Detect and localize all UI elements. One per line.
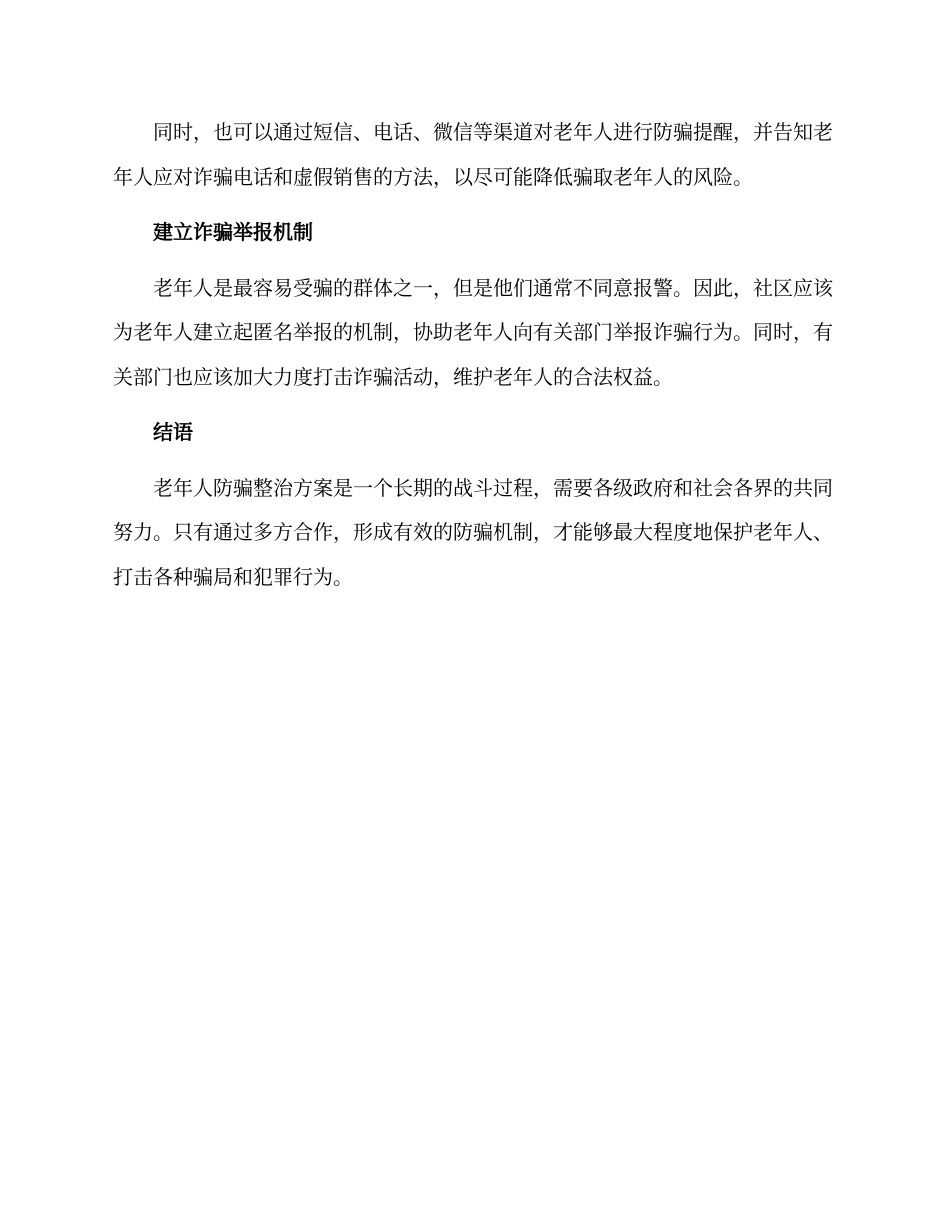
section-heading-report-mechanism: 建立诈骗举报机制 bbox=[153, 220, 313, 244]
section-heading-conclusion: 结语 bbox=[153, 420, 193, 444]
spacer bbox=[113, 255, 833, 266]
paragraph-reminder: 同时，也可以通过短信、电话、微信等渠道对老年人进行防骗提醒，并告知老年人应对诈骗电话和虚假销售的方法，以尽可能降低骗取老年人的风险。 bbox=[113, 120, 833, 189]
spacer bbox=[113, 399, 833, 410]
document-body bbox=[113, 110, 833, 599]
paragraph-conclusion: 老年人防骗整治方案是一个长期的战斗过程，需要各级政府和社会各界的共同努力。只有通过多方合作，形成有效的防骗机制，才能够最大程度地保护老年人、打击各种骗局和犯罪行为。 bbox=[113, 475, 833, 589]
paragraph-report-mechanism: 老年人是最容易受骗的群体之一，但是他们通常不同意报警。因此，社区应该为老年人建立起匿名举报的机制，协助老年人向有关部门举报诈骗行为。同时，有关部门也应该加大力度打击诈骗活动，维护老年人的合法权益。 bbox=[113, 275, 833, 389]
spacer bbox=[113, 455, 833, 466]
spacer bbox=[113, 199, 833, 210]
